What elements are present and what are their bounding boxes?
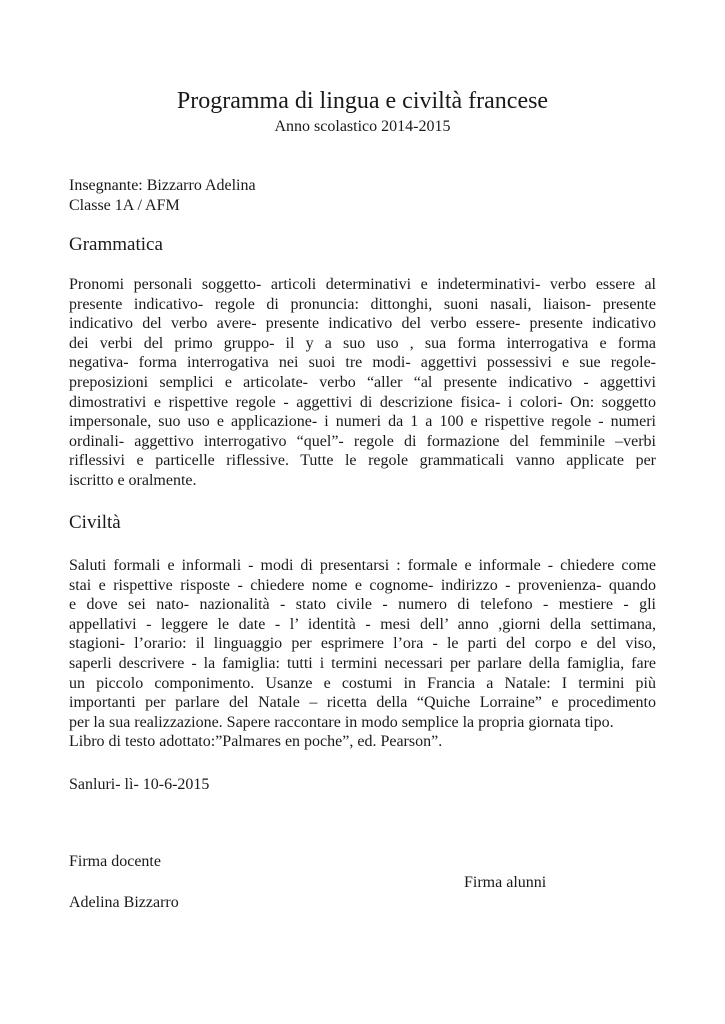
body-line: appellativi - leggere le date - l’ identità - mesi dell’ anno ,giorni della settimana, bbox=[69, 615, 656, 633]
document-title: Programma di lingua e civiltà francese bbox=[176, 88, 549, 114]
body-line: importanti per parlare del Natale – ricetta della “Quiche Lorraine” e procedimento bbox=[69, 694, 656, 712]
body-line: presente indicativo- regole di pronuncia: dittonghi, suoni nasali, liaison- presente bbox=[69, 295, 656, 313]
body-line: riflessivi e particelle riflessive. Tutte le regole grammaticali vanno applicate per bbox=[69, 452, 656, 470]
body-line: saperli descrivere - la famiglia: tutti i termini necessari per parlare della famiglia, fare bbox=[69, 654, 656, 672]
body-line: per la sua realizzazione. Sapere raccontare in modo semplice la propria giornata tipo. bbox=[69, 713, 614, 731]
document-subtitle: Anno scolastico 2014-2015 bbox=[274, 118, 451, 135]
teacher-line: Insegnante: Bizzarro Adelina bbox=[69, 177, 256, 194]
body-line: dimostrativi e rispettive regole - aggettivi di descrizione fisica- i colori- On: soggetto bbox=[69, 393, 656, 411]
section-heading-civilta: Civiltà bbox=[69, 512, 121, 533]
section-body-grammatica bbox=[69, 275, 656, 491]
class-line: Classe 1A / AFM bbox=[69, 197, 180, 214]
place-date: Sanluri- lì- 10-6-2015 bbox=[69, 776, 210, 793]
students-signature-label: Firma alunni bbox=[464, 874, 547, 891]
body-line: stai e rispettive risposte - chiedere nome e cognome- indirizzo - provenienza- quando bbox=[69, 576, 656, 594]
body-line: impersonale, suo uso e applicazione- i numeri da 1 a 100 e rispettive regole - numeri bbox=[69, 413, 656, 431]
body-line: preposizioni semplici e articolate- verbo “aller “al presente indicativo - aggettivi bbox=[69, 373, 656, 391]
body-line: Libro di testo adottato:”Palmares en poche”, ed. Pearson”. bbox=[69, 733, 443, 751]
body-line: iscritto e oralmente. bbox=[69, 471, 197, 489]
body-line: un piccolo componimento. Usanze e costumi in Francia a Natale: I termini più bbox=[69, 674, 656, 692]
body-line: negativa- forma interrogativa nei suoi tre modi- aggettivi possessivi e sue regole- bbox=[69, 354, 656, 372]
body-line: stagioni- l’orario: il linguaggio per esprimere l’ora - le parti del corpo e del viso, bbox=[69, 635, 656, 653]
section-heading-grammatica: Grammatica bbox=[69, 234, 163, 255]
body-line: e dove sei nato- nazionalità - stato civile - numero di telefono - mestiere - gli bbox=[69, 596, 656, 614]
body-line: indicativo del verbo avere- presente indicativo del verbo essere- presente indicativo bbox=[69, 315, 656, 333]
section-body-civilta bbox=[69, 556, 656, 752]
body-line: dei verbi del primo gruppo- il y a suo uso , sua forma interrogativa e forma bbox=[69, 334, 656, 352]
body-line: Pronomi personali soggetto- articoli determinativi e indeterminativi- verbo essere al bbox=[69, 276, 656, 293]
teacher-signature-label: Firma docente bbox=[69, 853, 161, 870]
body-line: ordinali- aggettivo interrogativo “quel”- regole di formazione del femminile –verbi bbox=[69, 432, 656, 450]
teacher-name: Adelina Bizzarro bbox=[69, 894, 179, 911]
body-line: Saluti formali e informali - modi di presentarsi : formale e informale - chiedere come bbox=[69, 557, 656, 574]
